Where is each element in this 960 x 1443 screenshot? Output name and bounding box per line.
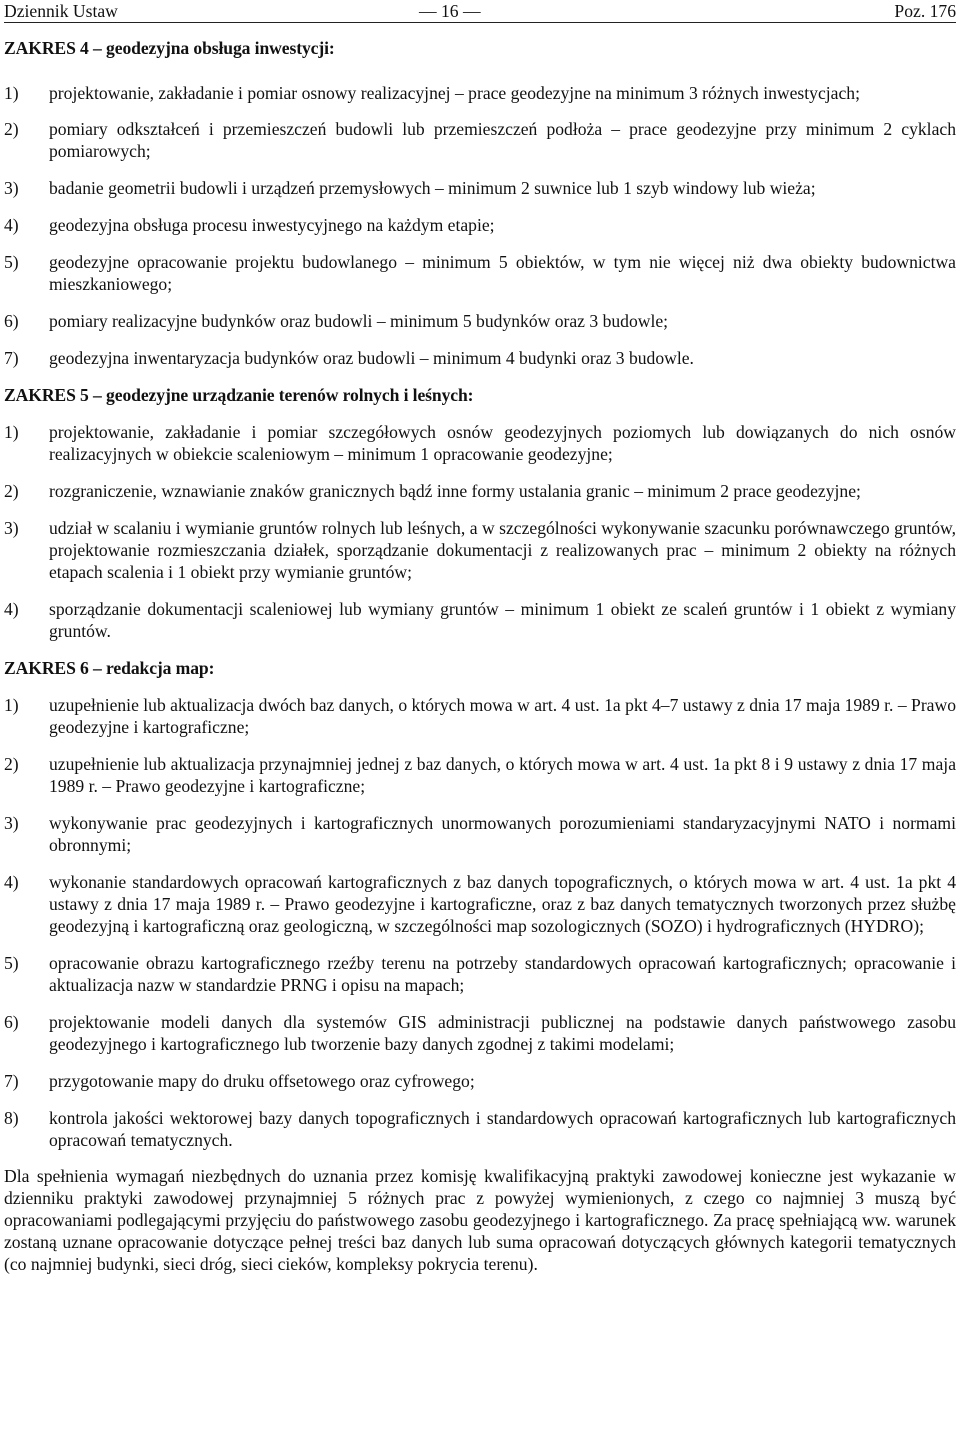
item-number: 4)	[4, 599, 19, 619]
item-text: pomiary odkształceń i przemieszczeń budowli lub przemieszczeń podłoża – prace geodezyjne przy minimum 2 cyklach pomiarowych;	[49, 119, 956, 161]
list-item	[4, 1070, 956, 1092]
item-text: pomiary realizacyjne budynków oraz budowli – minimum 5 budynków oraz 3 budowle;	[49, 311, 669, 331]
list-item	[4, 871, 956, 937]
zakres-5-list	[4, 421, 956, 642]
item-number: 7)	[4, 1071, 19, 1091]
item-text: opracowanie obrazu kartograficznego rzeźby terenu na potrzeby standardowych opracowań kartograficznych; opracowanie i aktualizacja nazw w standardzie PRNG i opisu na mapach;	[49, 953, 956, 995]
list-item	[4, 694, 956, 738]
list-item	[4, 598, 956, 642]
item-text: udział w scalaniu i wymianie gruntów rolnych lub leśnych, a w szczególności wykonywanie szacunku porównawczego gruntów, projektowanie rozmieszczania działek, sporządzanie dokumentacji z realizowanych prac – minimum 2 obiekty na różnych etapach scalenia i 1 obiekt przy wymianie gruntów;	[49, 518, 956, 582]
list-item	[4, 251, 956, 295]
list-item	[4, 421, 956, 465]
item-text: geodezyjna inwentaryzacja budynków oraz budowli – minimum 4 budynki oraz 3 budowle.	[49, 348, 694, 368]
item-text: geodezyjne opracowanie projektu budowlanego – minimum 5 obiektów, w tym nie więcej niż dwa obiekty budownictwa mieszkaniowego;	[49, 252, 956, 294]
list-item	[4, 812, 956, 856]
list-item	[4, 753, 956, 797]
item-number: 2)	[4, 119, 19, 139]
item-number: 3)	[4, 518, 19, 538]
list-item	[4, 1011, 956, 1055]
item-text: rozgraniczenie, wznawianie znaków granicznych bądź inne formy ustalania granic – minimum 2 prace geodezyjne;	[49, 481, 861, 501]
item-number: 2)	[4, 481, 19, 501]
list-item	[4, 952, 956, 996]
page-number: — 16 —	[419, 1, 481, 21]
list-item	[4, 177, 956, 199]
journal-name: Dziennik Ustaw	[4, 1, 118, 21]
position-number: Poz. 176	[894, 1, 956, 21]
item-number: 6)	[4, 311, 19, 331]
section-title-zakres-4: ZAKRES 4 – geodezyjna obsługa inwestycji:	[4, 38, 335, 58]
item-text: projektowanie modeli danych dla systemów GIS administracji publicznej na podstawie danych państwowego zasobu geodezyjnego i kartograficznego lub tworzenie bazy danych zgodnej z takimi modelami;	[49, 1012, 956, 1054]
item-text: przygotowanie mapy do druku offsetowego oraz cyfrowego;	[49, 1071, 475, 1091]
item-text: badanie geometrii budowli i urządzeń przemysłowych – minimum 2 suwnice lub 1 szyb windowy lub wieża;	[49, 178, 816, 198]
item-number: 2)	[4, 754, 19, 774]
item-number: 5)	[4, 953, 19, 973]
item-text: kontrola jakości wektorowej bazy danych topograficznych i standardowych opracowań kartograficznych lub kartograficznych opracowań tematycznych.	[49, 1108, 956, 1150]
item-number: 4)	[4, 872, 19, 892]
item-text: projektowanie, zakładanie i pomiar osnowy realizacyjnej – prace geodezyjne na minimum 3 różnych inwestycjach;	[49, 83, 860, 103]
item-number: 1)	[4, 422, 19, 442]
item-number: 7)	[4, 348, 19, 368]
list-item	[4, 214, 956, 236]
zakres-6-list	[4, 694, 956, 1151]
list-item	[4, 517, 956, 583]
item-number: 1)	[4, 83, 19, 103]
item-text: wykonywanie prac geodezyjnych i kartograficznych unormowanych porozumieniami standaryzacyjnymi NATO i normami obronnymi;	[49, 813, 956, 855]
document-page	[4, 0, 956, 1275]
list-item	[4, 347, 956, 369]
section-title-zakres-5: ZAKRES 5 – geodezyjne urządzanie terenów rolnych i leśnych:	[4, 385, 474, 405]
list-item	[4, 310, 956, 332]
item-number: 3)	[4, 813, 19, 833]
list-item	[4, 1107, 956, 1151]
list-item	[4, 480, 956, 502]
closing-paragraph: Dla spełnienia wymagań niezbędnych do uznania przez komisję kwalifikacyjną praktyki zawodowej konieczne jest wykazanie w dzienniku praktyki zawodowej przynajmniej 5 różnych prac z powyżej wymienionych, z czego co najmniej 3 muszą być opracowaniami podlegającymi przyjęciu do państwowego zasobu geodezyjnego i kartograficznego. Za pracę spełniającą ww. warunek zostaną uznane opracowanie dotyczące pełnej treści baz danych lub suma opracowań dotyczących głównych kategorii tematycznych (co najmniej budynki, sieci dróg, sieci cieków, kompleksy pokrycia terenu).	[4, 1166, 956, 1274]
page-header	[4, 0, 956, 23]
item-number: 1)	[4, 695, 19, 715]
section-title-zakres-6: ZAKRES 6 – redakcja map:	[4, 658, 215, 678]
item-text: uzupełnienie lub aktualizacja dwóch baz danych, o których mowa w art. 4 ust. 1a pkt 4–7 ustawy z dnia 17 maja 1989 r. – Prawo geodezyjne i kartograficzne;	[49, 695, 956, 737]
item-text: geodezyjna obsługa procesu inwestycyjnego na każdym etapie;	[49, 215, 495, 235]
item-text: sporządzanie dokumentacji scaleniowej lub wymiany gruntów – minimum 1 obiekt ze scaleń gruntów i 1 obiekt z wymiany gruntów.	[49, 599, 956, 641]
item-number: 6)	[4, 1012, 19, 1032]
item-text: uzupełnienie lub aktualizacja przynajmniej jednej z baz danych, o których mowa w art. 4 ust. 1a pkt 8 i 9 ustawy z dnia 17 maja 1989 r. – Prawo geodezyjne i kartograficzne;	[49, 754, 956, 796]
list-item	[4, 118, 956, 162]
item-text: projektowanie, zakładanie i pomiar szczegółowych osnów geodezyjnych poziomych lub dowiązanych do nich osnów realizacyjnych w obiekcie scaleniowym – minimum 1 opracowanie geodezyjne;	[49, 422, 956, 464]
item-number: 4)	[4, 215, 19, 235]
item-number: 8)	[4, 1108, 19, 1128]
list-item	[4, 82, 956, 104]
item-text: wykonanie standardowych opracowań kartograficznych z baz danych topograficznych, o których mowa w art. 4 ust. 1a pkt 4 ustawy z dnia 17 maja 1989 r. – Prawo geodezyjne i kartograficzne, oraz z baz danych tematycznych tworzonych przez służbę geodezyjną i kartograficzną oraz geologiczną, w szczególności map sozologicznych (SOZO) i hydrograficznych (HYDRO);	[49, 872, 956, 936]
item-number: 3)	[4, 178, 19, 198]
item-number: 5)	[4, 252, 19, 272]
zakres-4-list	[4, 82, 956, 369]
